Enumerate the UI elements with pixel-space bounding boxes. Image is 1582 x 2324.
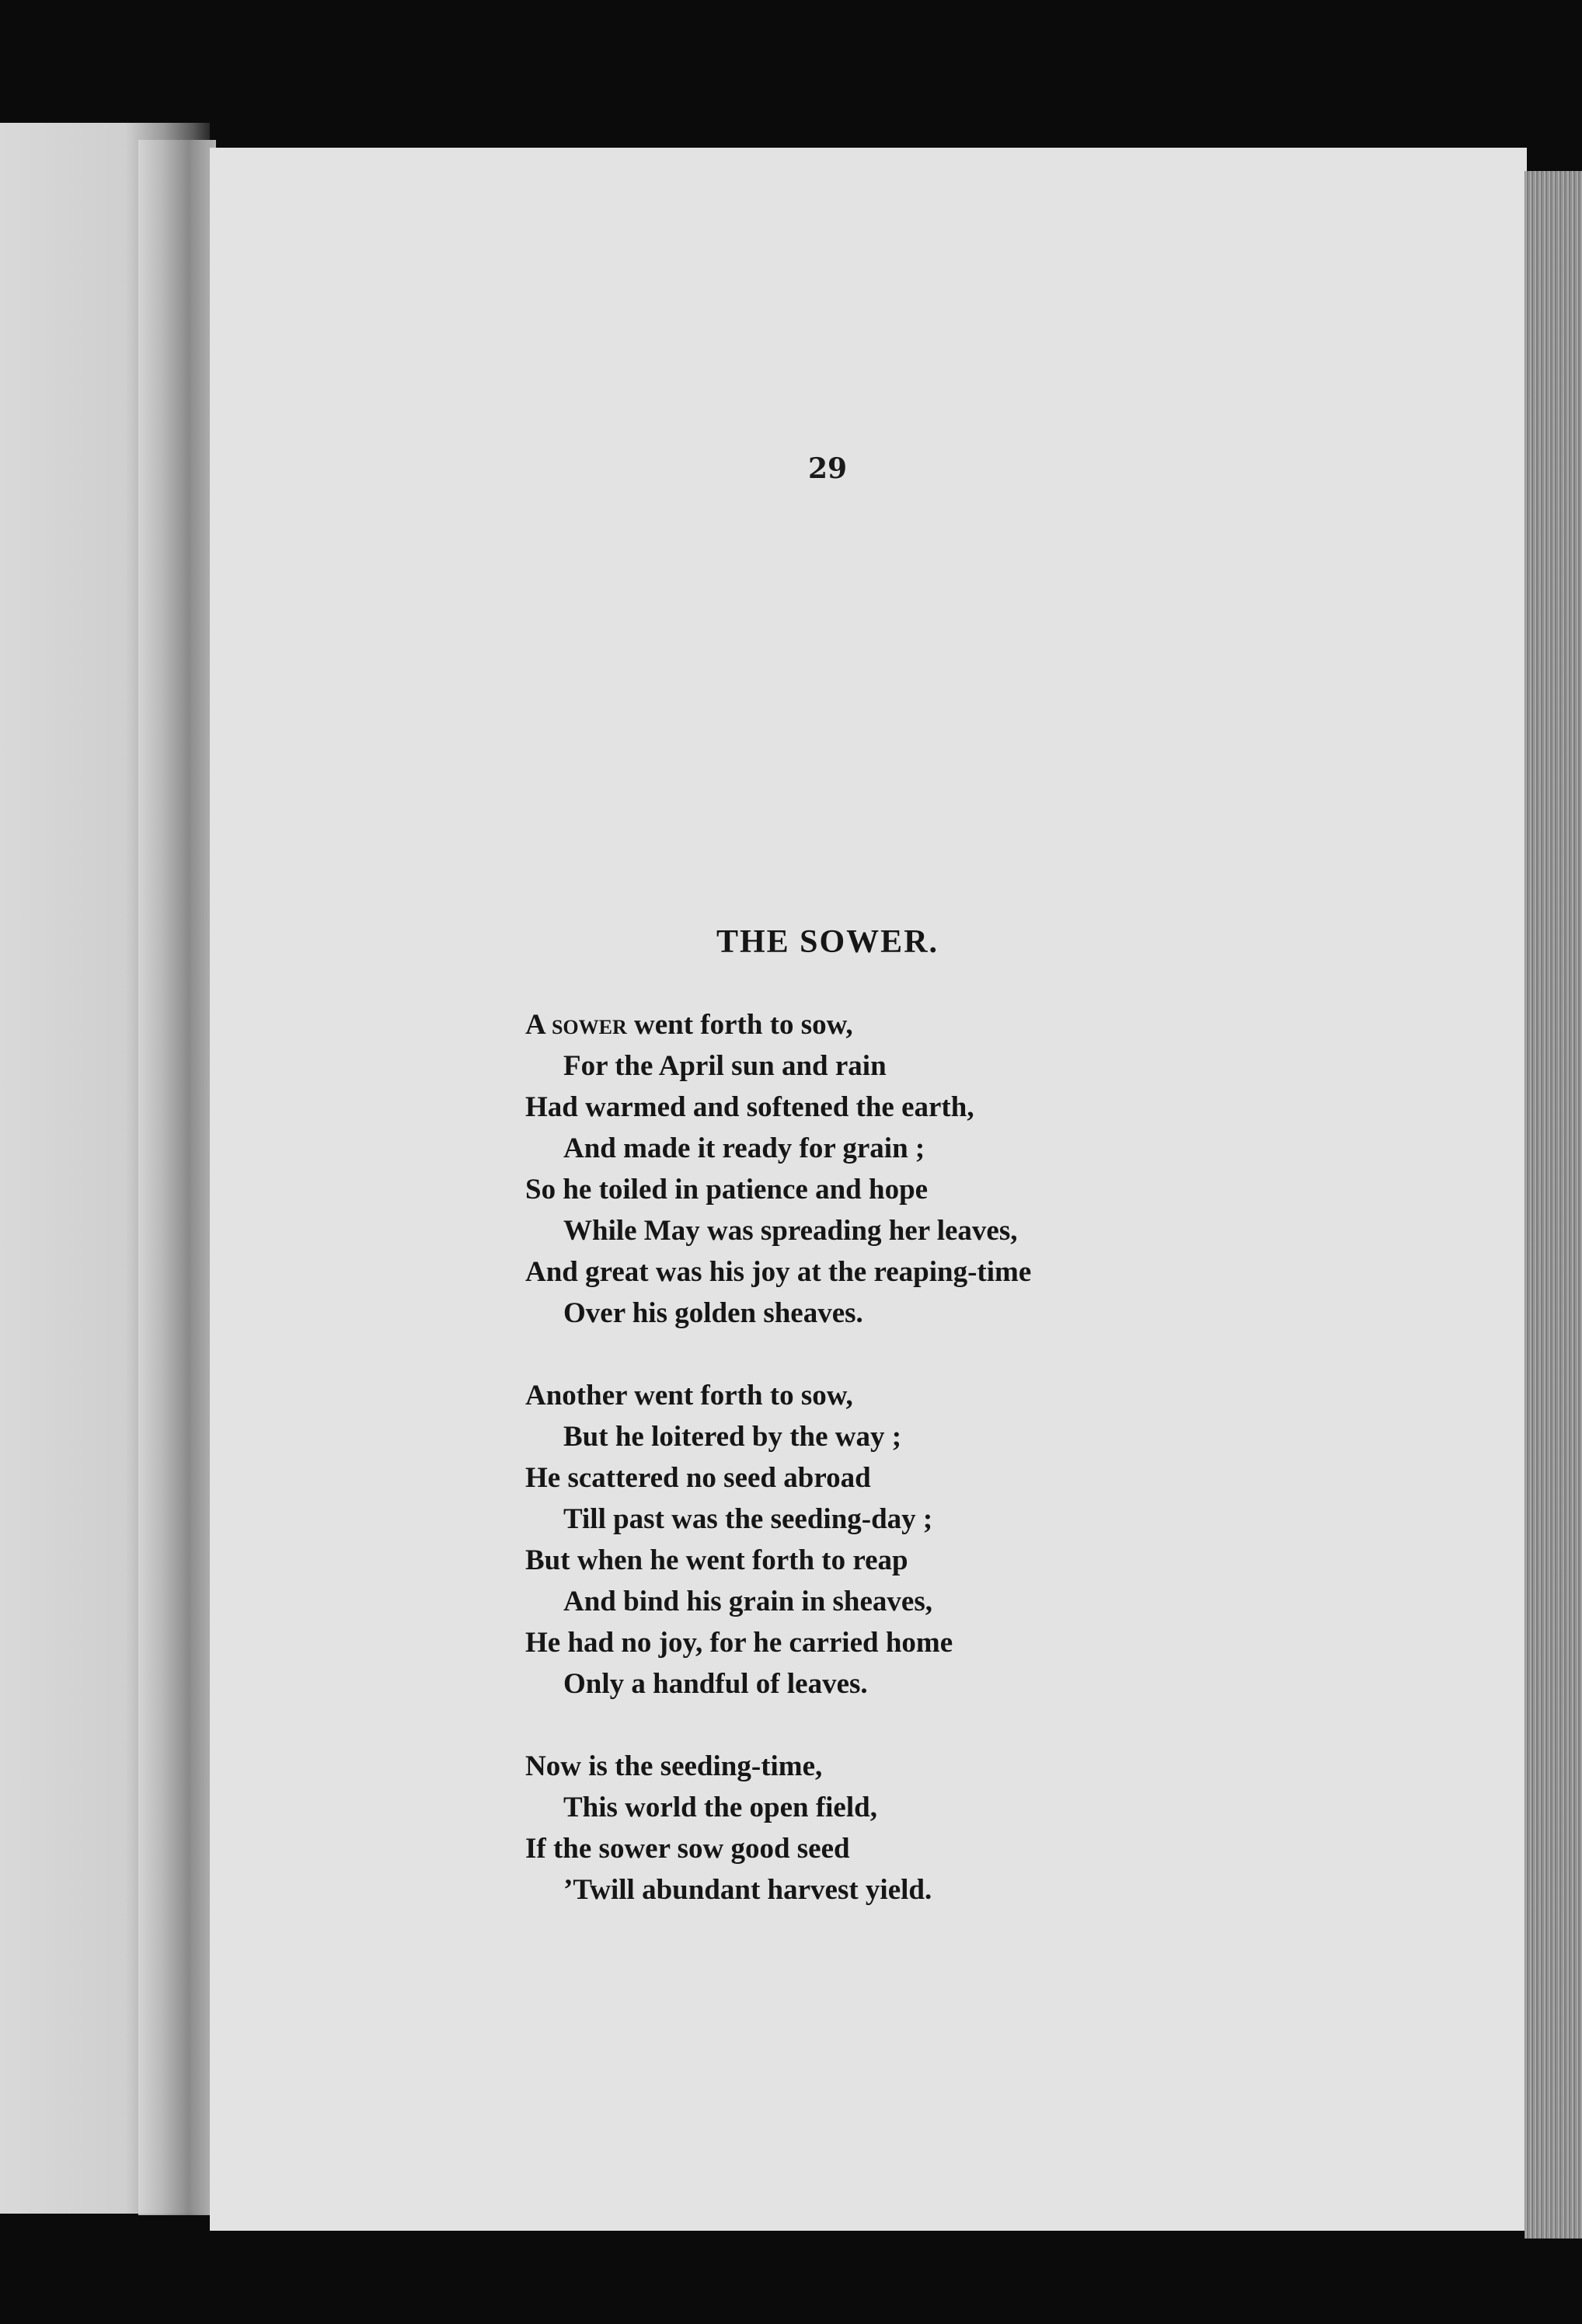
- poem-line: And bind his grain in sheaves,: [563, 1586, 933, 1617]
- poem-line: He scattered no seed abroad: [525, 1462, 871, 1494]
- poem-line: Had warmed and softened the earth,: [525, 1091, 974, 1123]
- poem-line: ’Twill abundant harvest yield.: [563, 1874, 932, 1906]
- poem-line: [525, 1004, 1302, 1045]
- poem-line: If the sower sow good seed: [525, 1833, 850, 1865]
- poem-line: And made it ready for grain ;: [563, 1132, 925, 1164]
- poem-line: Another went forth to sow,: [525, 1380, 853, 1411]
- poem-line: Till past was the seeding-day ;: [563, 1503, 933, 1535]
- poem-line: So he toiled in patience and hope: [525, 1174, 929, 1206]
- poem-line: For the April sun and rain: [563, 1050, 887, 1082]
- poem-line: But when he went forth to reap: [525, 1544, 908, 1576]
- stanza-1: [525, 1004, 1302, 1334]
- poem-line: He had no joy, for he carried home: [525, 1627, 953, 1659]
- first-smallcaps-word: sower: [551, 1009, 627, 1041]
- poem-body: [525, 1004, 1302, 1952]
- poem-line: While May was spreading her leaves,: [563, 1215, 1018, 1247]
- stanza-3: [525, 1746, 1302, 1910]
- poem-line: Now is the seeding-time,: [525, 1750, 823, 1782]
- poem-line: This world the open field,: [563, 1792, 877, 1823]
- book-gutter: [138, 140, 216, 2215]
- poem-line: Only a handful of leaves.: [563, 1668, 868, 1700]
- poem-line: But he loitered by the way ;: [563, 1421, 902, 1453]
- poem-line: Over his golden sheaves.: [563, 1297, 863, 1329]
- poem-title: THE SOWER.: [716, 924, 939, 960]
- stanza-2: [525, 1375, 1302, 1705]
- poem-line: And great was his joy at the reaping-time: [525, 1256, 1032, 1288]
- page-number: 29: [807, 452, 848, 485]
- first-word: A: [525, 1009, 545, 1041]
- first-line-rest: went forth to sow,: [634, 1009, 853, 1041]
